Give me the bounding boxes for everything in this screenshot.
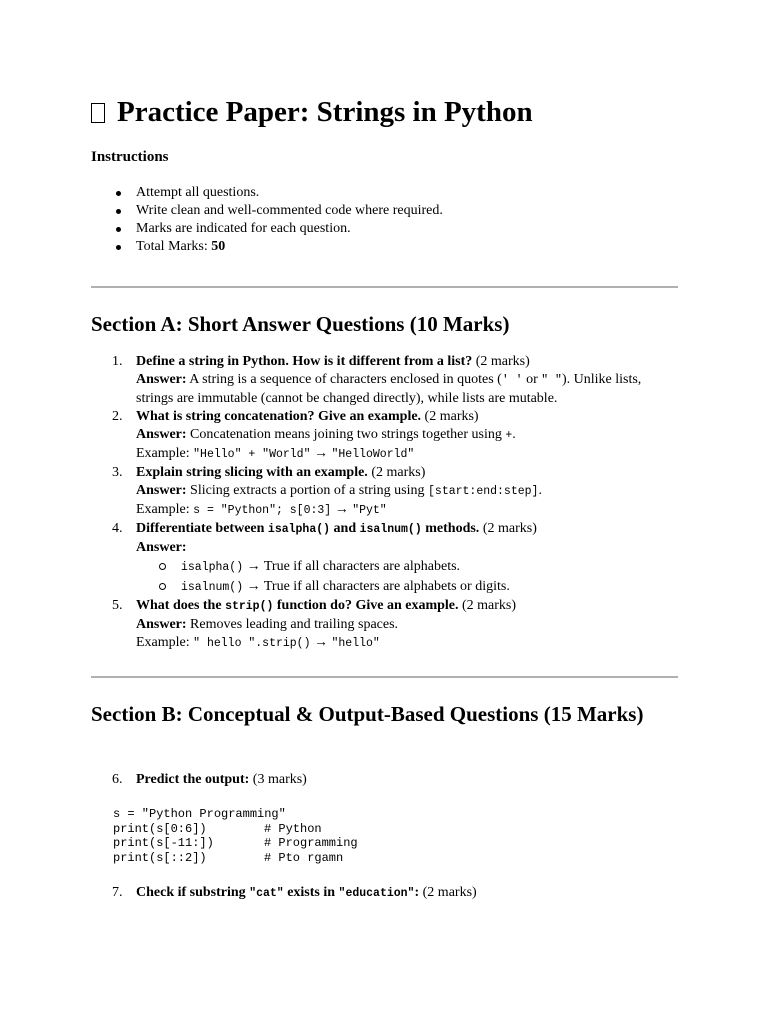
answer bbox=[136, 482, 681, 501]
example bbox=[136, 634, 681, 653]
question-text: What does the strip() function do? Give an example. bbox=[136, 598, 459, 613]
question-marks: (2 marks) bbox=[371, 465, 426, 480]
question-text: Predict the output: bbox=[136, 772, 250, 787]
inline-code: "Pyt" bbox=[352, 504, 387, 517]
question-marks: (2 marks) bbox=[424, 409, 479, 424]
question-number: 7. bbox=[112, 885, 123, 900]
question-text: Explain string slicing with an example. bbox=[136, 465, 368, 480]
arrow-icon: → bbox=[334, 502, 349, 517]
question-5 bbox=[91, 597, 681, 653]
answer-label: Answer: bbox=[136, 617, 187, 632]
list-item bbox=[136, 557, 681, 577]
question-text: What is string concatenation? Give an example. bbox=[136, 409, 422, 424]
answer-label: Answer: bbox=[136, 540, 187, 555]
arrow-icon: → bbox=[246, 559, 261, 574]
answer-sublist bbox=[136, 557, 681, 597]
inline-code: "Hello" + "World" bbox=[193, 448, 311, 461]
instructions-heading: Instructions bbox=[91, 149, 169, 165]
code-line: s = "Python Programming" bbox=[113, 807, 286, 821]
answer-text: or bbox=[526, 372, 538, 387]
code-line: print(s[-11:]) # Programming bbox=[113, 836, 358, 850]
question-number: 6. bbox=[112, 772, 123, 787]
instructions-list bbox=[91, 184, 443, 256]
inline-code: ' ' bbox=[501, 374, 523, 387]
example-label: Example: bbox=[136, 446, 194, 461]
question-marks: (2 marks) bbox=[422, 885, 477, 900]
question-text: Check if substring "cat" exists in "education": bbox=[136, 885, 420, 900]
question-number: 1. bbox=[112, 354, 123, 369]
question-3 bbox=[91, 464, 681, 520]
example bbox=[136, 445, 681, 464]
inline-code: "education" bbox=[338, 887, 415, 900]
inline-code: + bbox=[505, 429, 513, 442]
section-b-title: Section B: Conceptual & Output-Based Questions (15 Marks) bbox=[91, 702, 644, 726]
code-line: print(s[::2]) # Pto rgamn bbox=[113, 850, 344, 865]
inline-code: "hello" bbox=[331, 637, 380, 650]
instruction-item: Marks are indicated for each question. bbox=[91, 220, 443, 238]
answer bbox=[136, 539, 681, 557]
section-b-questions-cont bbox=[91, 884, 681, 903]
instruction-item: Write clean and well-commented code where required. bbox=[91, 202, 443, 220]
total-marks-value: 50 bbox=[211, 239, 226, 254]
answer-text: Removes leading and trailing spaces. bbox=[190, 617, 399, 632]
question-1 bbox=[91, 353, 681, 408]
arrow-icon: → bbox=[246, 579, 261, 594]
question-marks: (2 marks) bbox=[462, 598, 517, 613]
notebook-icon bbox=[91, 103, 105, 123]
code-block bbox=[113, 807, 358, 865]
answer-text: True if all characters are alphabets. bbox=[263, 559, 461, 574]
question-number: 5. bbox=[112, 598, 123, 613]
inline-code: "cat" bbox=[249, 887, 284, 900]
section-divider bbox=[91, 676, 678, 678]
answer-text: . bbox=[538, 483, 542, 498]
inline-code: isalnum() bbox=[181, 581, 244, 594]
instruction-item: Attempt all questions. bbox=[91, 184, 443, 202]
page-title-text: Practice Paper: Strings in Python bbox=[117, 96, 533, 128]
example-label: Example: bbox=[136, 502, 194, 517]
inline-code: isalnum() bbox=[359, 523, 422, 536]
question-number: 4. bbox=[112, 521, 123, 536]
instruction-item-total bbox=[91, 238, 443, 256]
question-7 bbox=[91, 884, 681, 903]
question-text: Define a string in Python. How is it different from a list? bbox=[136, 354, 473, 369]
answer-text: Concatenation means joining two strings together using bbox=[190, 427, 502, 442]
code-line: print(s[0:6]) # Python bbox=[113, 821, 322, 836]
total-marks-label: Total Marks: bbox=[136, 239, 212, 254]
section-a-title: Section A: Short Answer Questions (10 Marks) bbox=[91, 312, 510, 336]
answer-label: Answer: bbox=[136, 372, 187, 387]
answer-text: Slicing extracts a portion of a string using bbox=[190, 483, 425, 498]
question-marks: (2 marks) bbox=[475, 354, 530, 369]
section-a-questions bbox=[91, 353, 681, 653]
answer-text: True if all characters are alphabets or digits. bbox=[263, 579, 510, 594]
inline-code: isalpha() bbox=[267, 523, 331, 536]
inline-code: " " bbox=[541, 374, 562, 387]
list-item bbox=[136, 577, 681, 597]
answer-text: ). Unlike lists, strings are immutable (cannot be changed directly), while lists are mutable. bbox=[136, 372, 642, 406]
inline-code: s = "Python"; s[0:3] bbox=[193, 504, 332, 517]
answer-label: Answer: bbox=[136, 483, 187, 498]
inline-code: " hello ".strip() bbox=[193, 637, 311, 650]
section-divider bbox=[91, 286, 678, 288]
inline-code: [start:end:step] bbox=[428, 485, 539, 498]
answer-text: A string is a sequence of characters enclosed in quotes ( bbox=[189, 372, 502, 387]
question-text: Differentiate between isalpha() and isalnum() methods. bbox=[136, 521, 480, 536]
answer bbox=[136, 426, 681, 445]
answer-text: . bbox=[512, 427, 516, 442]
answer bbox=[136, 616, 681, 634]
answer bbox=[136, 371, 681, 408]
question-number: 2. bbox=[112, 409, 123, 424]
page-title bbox=[91, 95, 533, 129]
question-marks: (3 marks) bbox=[252, 772, 307, 787]
section-b-questions bbox=[91, 771, 681, 789]
question-number: 3. bbox=[112, 465, 123, 480]
arrow-icon: → bbox=[313, 635, 328, 650]
answer-label: Answer: bbox=[136, 427, 187, 442]
question-2 bbox=[91, 408, 681, 464]
question-6 bbox=[91, 771, 681, 789]
example-label: Example: bbox=[136, 635, 194, 650]
question-marks: (2 marks) bbox=[482, 521, 537, 536]
inline-code: "HelloWorld" bbox=[331, 448, 415, 461]
inline-code: strip() bbox=[225, 600, 274, 613]
inline-code: isalpha() bbox=[181, 561, 244, 574]
question-4 bbox=[91, 520, 681, 597]
arrow-icon: → bbox=[313, 446, 328, 461]
example bbox=[136, 501, 681, 520]
